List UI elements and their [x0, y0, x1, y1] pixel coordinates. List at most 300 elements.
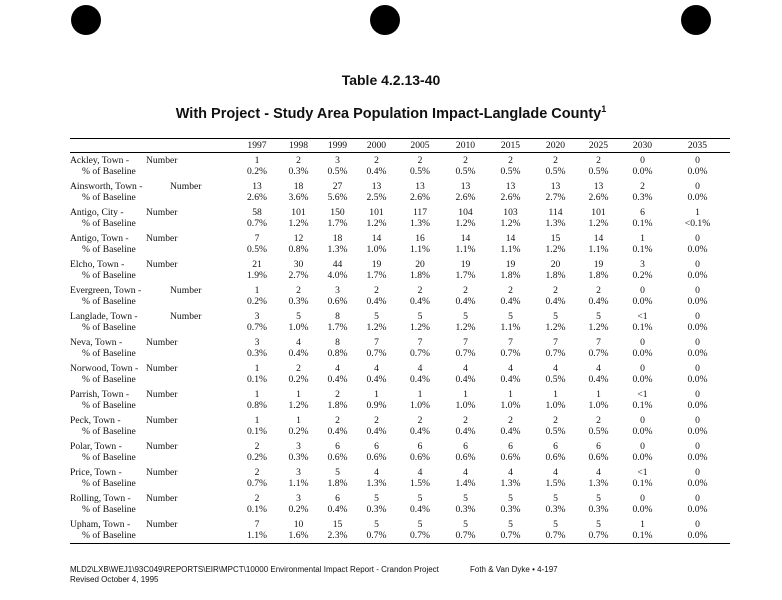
- number-cell: <1: [637, 311, 648, 322]
- percent-cell: 3.6%: [288, 192, 309, 203]
- percent-cell: 0.4%: [545, 296, 566, 307]
- number-cell: 44: [332, 259, 343, 270]
- percent-cell: 0.3%: [366, 504, 387, 515]
- number-cell: 5: [553, 519, 558, 530]
- table-row-number: [70, 231, 730, 244]
- row-label: [70, 179, 235, 192]
- percent-cell: 1.2%: [288, 218, 309, 229]
- year-header: 2020: [534, 139, 577, 153]
- percent-cell: 0.5%: [455, 166, 476, 177]
- percent-label: % of Baseline: [82, 322, 136, 333]
- municipality-name: Langlade, Town -: [70, 311, 138, 322]
- percent-cell: 0.6%: [455, 452, 476, 463]
- binder-hole-right: [681, 5, 711, 35]
- percent-cell: 0.1%: [632, 218, 653, 229]
- number-cell: 5: [417, 493, 423, 504]
- number-cell: 5: [296, 311, 301, 322]
- table-row-percent: [70, 218, 730, 231]
- number-cell: 5: [553, 493, 558, 504]
- number-cell: 5: [553, 311, 558, 322]
- number-cell: 0: [695, 181, 700, 192]
- number-cell: 6: [417, 441, 423, 452]
- table-row-number: [70, 491, 730, 504]
- title-footnote: 1: [601, 104, 607, 114]
- percent-cell: 1.9%: [247, 270, 267, 281]
- number-cell: 12: [293, 233, 304, 244]
- number-cell: 7: [374, 337, 379, 348]
- number-cell: 2: [254, 493, 260, 504]
- municipality-name: Polar, Town -: [70, 441, 122, 452]
- number-cell: 1: [417, 389, 423, 400]
- table-row-number: [70, 257, 730, 270]
- number-cell: 2: [335, 389, 340, 400]
- municipality-name: Elcho, Town -: [70, 259, 125, 270]
- percent-cell: 0.0%: [632, 374, 653, 385]
- row-label: [70, 465, 235, 478]
- percent-cell: 0.0%: [687, 192, 708, 203]
- percent-cell: 1.7%: [366, 270, 387, 281]
- percent-cell: 1.0%: [366, 244, 387, 255]
- number-cell: 0: [695, 337, 700, 348]
- number-label: Number: [170, 285, 202, 296]
- number-cell: 19: [460, 259, 471, 270]
- number-cell: 4: [335, 363, 340, 374]
- footer-right: Foth & Van Dyke • 4-197: [470, 565, 558, 574]
- percent-cell: 2.6%: [455, 192, 476, 203]
- percent-cell: 0.3%: [288, 452, 309, 463]
- number-cell: 4: [508, 363, 513, 374]
- percent-label: % of Baseline: [82, 426, 136, 437]
- percent-cell: 0.4%: [410, 374, 430, 385]
- number-cell: 0: [695, 415, 700, 426]
- percent-cell: 0.4%: [327, 426, 348, 437]
- table-number: Table 4.2.13-40: [341, 72, 441, 88]
- percent-cell: 1.3%: [366, 478, 387, 489]
- binder-hole-left: [71, 5, 101, 35]
- number-cell: 2: [508, 415, 513, 426]
- percent-label: % of Baseline: [82, 296, 136, 307]
- percent-cell: 1.2%: [288, 400, 309, 411]
- percent-cell: 2.6%: [588, 192, 609, 203]
- number-cell: 13: [505, 181, 516, 192]
- number-cell: 5: [374, 311, 379, 322]
- number-cell: 8: [335, 337, 340, 348]
- number-cell: 2: [463, 285, 468, 296]
- table-row-number: [70, 387, 730, 400]
- percent-cell: 1.2%: [366, 218, 387, 229]
- percent-cell: 1.2%: [455, 218, 476, 229]
- percent-cell: 0.2%: [247, 166, 267, 177]
- number-cell: 13: [252, 181, 262, 192]
- percent-cell: 0.4%: [366, 426, 387, 437]
- percent-cell: 0.0%: [687, 244, 708, 255]
- header-blank: [70, 139, 235, 153]
- percent-cell: 0.6%: [500, 452, 521, 463]
- number-cell: 18: [332, 233, 343, 244]
- percent-cell: 0.5%: [588, 426, 609, 437]
- number-cell: 0: [640, 441, 645, 452]
- percent-cell: 0.2%: [247, 452, 267, 463]
- number-cell: 2: [374, 155, 379, 166]
- number-cell: 1: [254, 155, 260, 166]
- row-label: [70, 491, 235, 504]
- number-label: Number: [170, 181, 202, 192]
- number-cell: 21: [252, 259, 262, 270]
- percent-cell: 1.2%: [410, 322, 430, 333]
- percent-cell: 0.0%: [632, 166, 653, 177]
- percent-cell: 0.2%: [288, 374, 309, 385]
- number-cell: 5: [463, 519, 468, 530]
- number-cell: 5: [508, 519, 513, 530]
- number-cell: 7: [254, 233, 260, 244]
- number-cell: 5: [335, 467, 340, 478]
- table-row-percent: [70, 426, 730, 439]
- number-cell: 6: [596, 441, 601, 452]
- year-header: 1999: [318, 139, 357, 153]
- percent-cell: 0.1%: [632, 478, 653, 489]
- percent-cell: 1.1%: [588, 244, 609, 255]
- percent-cell: 0.0%: [665, 530, 730, 544]
- number-cell: 3: [296, 493, 301, 504]
- number-cell: 2: [596, 285, 601, 296]
- number-label: Number: [146, 259, 178, 270]
- table-row-number: [70, 309, 730, 322]
- percent-cell: 1.1%: [410, 244, 430, 255]
- row-label: [70, 153, 235, 167]
- number-cell: 2: [374, 415, 379, 426]
- table-row-number: [70, 283, 730, 296]
- percent-label: % of Baseline: [82, 348, 136, 359]
- municipality-name: Parrish, Town -: [70, 389, 130, 400]
- table-title-text: With Project - Study Area Population Impact-Langlade County: [175, 105, 602, 122]
- percent-cell: 0.4%: [366, 374, 387, 385]
- number-cell: 5: [596, 493, 601, 504]
- number-cell: 2: [335, 415, 340, 426]
- number-cell: 104: [458, 207, 473, 218]
- number-label: Number: [146, 337, 178, 348]
- number-label: Number: [146, 415, 178, 426]
- percent-cell: 1.3%: [588, 478, 609, 489]
- year-header: 1997: [235, 139, 279, 153]
- percent-cell: 0.4%: [327, 504, 348, 515]
- number-cell: 0: [695, 259, 700, 270]
- number-cell: 1: [296, 415, 301, 426]
- percent-cell: 0.0%: [687, 504, 708, 515]
- percent-cell: 2.6%: [500, 192, 521, 203]
- percent-cell: 1.2%: [500, 218, 521, 229]
- number-cell: 101: [369, 207, 384, 218]
- number-cell: 0: [695, 519, 700, 530]
- number-cell: <1: [637, 389, 648, 400]
- percent-cell: 0.5%: [410, 166, 430, 177]
- number-cell: 15: [550, 233, 561, 244]
- number-cell: 4: [374, 363, 379, 374]
- percent-cell: 1.8%: [545, 270, 566, 281]
- table-row-percent: [70, 530, 730, 544]
- number-cell: 0: [640, 493, 645, 504]
- percent-cell: 1.3%: [500, 478, 521, 489]
- percent-cell: 2.7%: [288, 270, 309, 281]
- percent-cell: 0.0%: [687, 400, 708, 411]
- number-cell: 0: [640, 363, 645, 374]
- table-row-number: [70, 205, 730, 218]
- number-cell: 7: [417, 337, 423, 348]
- number-cell: 1: [553, 389, 558, 400]
- municipality-name: Rolling, Town -: [70, 493, 131, 504]
- number-cell: 8: [335, 311, 340, 322]
- percent-cell: 0.7%: [247, 478, 267, 489]
- number-cell: 4: [596, 363, 601, 374]
- number-cell: 101: [591, 207, 606, 218]
- percent-cell: 0.7%: [247, 218, 267, 229]
- percent-cell: 0.3%: [632, 192, 653, 203]
- number-cell: 5: [417, 311, 423, 322]
- number-cell: 0: [640, 337, 645, 348]
- percent-cell: 0.2%: [632, 270, 653, 281]
- number-cell: 5: [374, 493, 379, 504]
- number-cell: 14: [593, 233, 604, 244]
- number-cell: 5: [374, 519, 379, 530]
- binder-hole-middle: [370, 5, 400, 35]
- year-header: 2015: [487, 139, 534, 153]
- table-row-percent: [70, 192, 730, 205]
- number-cell: 4: [296, 337, 301, 348]
- percent-cell: 2.7%: [545, 192, 566, 203]
- percent-cell: 1.7%: [455, 270, 476, 281]
- percent-cell: 1.2%: [545, 322, 566, 333]
- number-cell: 6: [508, 441, 513, 452]
- number-cell: 7: [463, 337, 468, 348]
- number-label: Number: [146, 389, 178, 400]
- percent-cell: 5.6%: [327, 192, 348, 203]
- percent-cell: 1.3%: [545, 218, 566, 229]
- percent-cell: 0.0%: [687, 452, 708, 463]
- number-cell: 2: [553, 285, 558, 296]
- number-label: Number: [146, 363, 178, 374]
- number-cell: 13: [415, 181, 425, 192]
- percent-cell: 0.6%: [410, 452, 430, 463]
- number-cell: 2: [508, 285, 513, 296]
- population-impact-table: [70, 138, 730, 544]
- table-row-percent: [70, 478, 730, 491]
- percent-cell: 0.3%: [500, 504, 521, 515]
- number-cell: 5: [463, 311, 468, 322]
- percent-cell: 0.8%: [288, 244, 309, 255]
- number-cell: 1: [463, 389, 468, 400]
- percent-cell: 1.5%: [545, 478, 566, 489]
- number-cell: 1: [508, 389, 513, 400]
- year-header: 2030: [620, 139, 665, 153]
- row-label: [70, 387, 235, 400]
- number-label: Number: [146, 233, 178, 244]
- row-label: [70, 283, 235, 296]
- number-cell: <1: [637, 467, 648, 478]
- number-cell: 2: [463, 155, 468, 166]
- number-cell: 2: [296, 363, 301, 374]
- percent-cell: 0.8%: [327, 348, 348, 359]
- number-cell: 101: [291, 207, 306, 218]
- number-cell: 3: [296, 467, 301, 478]
- percent-cell: 0.6%: [588, 452, 609, 463]
- number-cell: 0: [695, 233, 700, 244]
- percent-cell: 0.0%: [632, 426, 653, 437]
- percent-cell: 1.2%: [588, 322, 609, 333]
- number-cell: 6: [335, 441, 340, 452]
- percent-cell: 1.2%: [588, 218, 609, 229]
- table-row-number: [70, 413, 730, 426]
- percent-cell: 0.4%: [588, 296, 609, 307]
- number-cell: 13: [593, 181, 604, 192]
- number-label: Number: [146, 493, 178, 504]
- number-cell: 15: [332, 519, 343, 530]
- table-row-number: [70, 439, 730, 452]
- number-label: Number: [146, 467, 178, 478]
- percent-cell: 1.2%: [545, 244, 566, 255]
- percent-cell: 0.4%: [366, 166, 387, 177]
- year-header: 2000: [357, 139, 396, 153]
- table-row-percent: [70, 322, 730, 335]
- number-cell: 2: [553, 155, 558, 166]
- table-row-percent: [70, 374, 730, 387]
- table-row-number: [70, 335, 730, 348]
- percent-cell: 0.3%: [288, 296, 309, 307]
- percent-cell: 0.4%: [455, 296, 476, 307]
- number-cell: 14: [460, 233, 471, 244]
- percent-cell: 0.5%: [545, 426, 566, 437]
- footer-revised: Revised October 4, 1995: [70, 575, 159, 584]
- percent-cell: 0.7%: [366, 348, 387, 359]
- row-label: [70, 335, 235, 348]
- percent-cell: 1.5%: [410, 478, 430, 489]
- number-cell: 1: [254, 415, 260, 426]
- row-label: [70, 257, 235, 270]
- percent-label: % of Baseline: [82, 192, 136, 203]
- table-row-number: [70, 465, 730, 478]
- number-label: Number: [170, 311, 202, 322]
- percent-cell: 0.1%: [620, 530, 665, 544]
- number-cell: 14: [371, 233, 382, 244]
- percent-cell: 0.4%: [588, 374, 609, 385]
- percent-cell: 0.3%: [288, 166, 309, 177]
- number-cell: 117: [412, 207, 428, 218]
- row-label: [70, 439, 235, 452]
- number-cell: 2: [463, 415, 468, 426]
- number-cell: 3: [254, 311, 260, 322]
- percent-cell: 1.8%: [327, 400, 348, 411]
- row-label: [70, 517, 235, 530]
- number-cell: 0: [640, 415, 645, 426]
- number-cell: 0: [695, 389, 700, 400]
- percent-cell: 1.7%: [327, 218, 348, 229]
- percent-cell: 1.1%: [455, 244, 476, 255]
- percent-label: % of Baseline: [82, 478, 136, 489]
- percent-cell: 0.7%: [487, 530, 534, 544]
- percent-label: % of Baseline: [70, 530, 235, 544]
- percent-label: % of Baseline: [82, 218, 136, 229]
- percent-cell: 1.3%: [327, 244, 348, 255]
- percent-cell: 1.0%: [588, 400, 609, 411]
- percent-cell: 0.4%: [500, 296, 521, 307]
- number-cell: 1: [296, 389, 301, 400]
- municipality-name: Ackley, Town -: [70, 155, 130, 166]
- percent-label: % of Baseline: [82, 270, 136, 281]
- percent-label: % of Baseline: [82, 166, 136, 177]
- number-cell: 19: [505, 259, 516, 270]
- percent-cell: 0.0%: [687, 374, 708, 385]
- number-cell: 150: [330, 207, 345, 218]
- number-cell: 2: [417, 285, 423, 296]
- number-cell: 1: [640, 233, 645, 244]
- number-cell: 19: [593, 259, 604, 270]
- number-cell: 4: [463, 467, 468, 478]
- table-row-percent: [70, 166, 730, 179]
- number-cell: 20: [415, 259, 425, 270]
- table-row-percent: [70, 270, 730, 283]
- percent-cell: 0.7%: [545, 348, 566, 359]
- percent-cell: 1.2%: [366, 322, 387, 333]
- number-cell: 1: [695, 207, 700, 218]
- number-cell: 6: [374, 441, 379, 452]
- number-cell: 4: [596, 467, 601, 478]
- percent-cell: 1.8%: [588, 270, 609, 281]
- row-label: [70, 413, 235, 426]
- number-cell: 6: [463, 441, 468, 452]
- header-row: [70, 139, 730, 153]
- year-header: 2025: [577, 139, 620, 153]
- percent-cell: 0.7%: [500, 348, 521, 359]
- number-cell: 1: [254, 285, 260, 296]
- municipality-name: Neva, Town -: [70, 337, 123, 348]
- number-cell: 2: [553, 415, 558, 426]
- table-row-percent: [70, 244, 730, 257]
- number-cell: 0: [695, 311, 700, 322]
- number-cell: 5: [463, 493, 468, 504]
- number-cell: 0: [640, 155, 645, 166]
- row-label: [70, 205, 235, 218]
- percent-cell: 0.2%: [247, 296, 267, 307]
- percent-label: % of Baseline: [82, 400, 136, 411]
- percent-cell: 0.7%: [444, 530, 487, 544]
- number-label: Number: [146, 519, 178, 530]
- percent-cell: 0.5%: [327, 166, 348, 177]
- number-cell: 2: [640, 181, 645, 192]
- percent-cell: 0.5%: [545, 374, 566, 385]
- number-cell: 13: [550, 181, 561, 192]
- number-cell: 5: [508, 311, 513, 322]
- percent-cell: 1.8%: [500, 270, 521, 281]
- municipality-name: Peck, Town -: [70, 415, 121, 426]
- percent-cell: 1.1%: [500, 244, 521, 255]
- footer-left: [70, 565, 439, 585]
- number-cell: 1: [254, 363, 260, 374]
- percent-cell: 1.1%: [288, 478, 309, 489]
- table-row-percent: [70, 348, 730, 361]
- number-cell: 10: [293, 519, 304, 530]
- number-cell: 4: [508, 467, 513, 478]
- number-cell: 14: [505, 233, 516, 244]
- number-cell: 2: [417, 155, 423, 166]
- percent-cell: 0.7%: [357, 530, 396, 544]
- year-header: 1998: [279, 139, 318, 153]
- number-cell: 5: [596, 519, 601, 530]
- number-cell: 1: [254, 389, 260, 400]
- table-row-percent: [70, 296, 730, 309]
- number-cell: 7: [254, 519, 260, 530]
- percent-cell: 2.3%: [318, 530, 357, 544]
- row-label: [70, 309, 235, 322]
- percent-cell: 1.1%: [235, 530, 279, 544]
- percent-cell: 1.1%: [500, 322, 521, 333]
